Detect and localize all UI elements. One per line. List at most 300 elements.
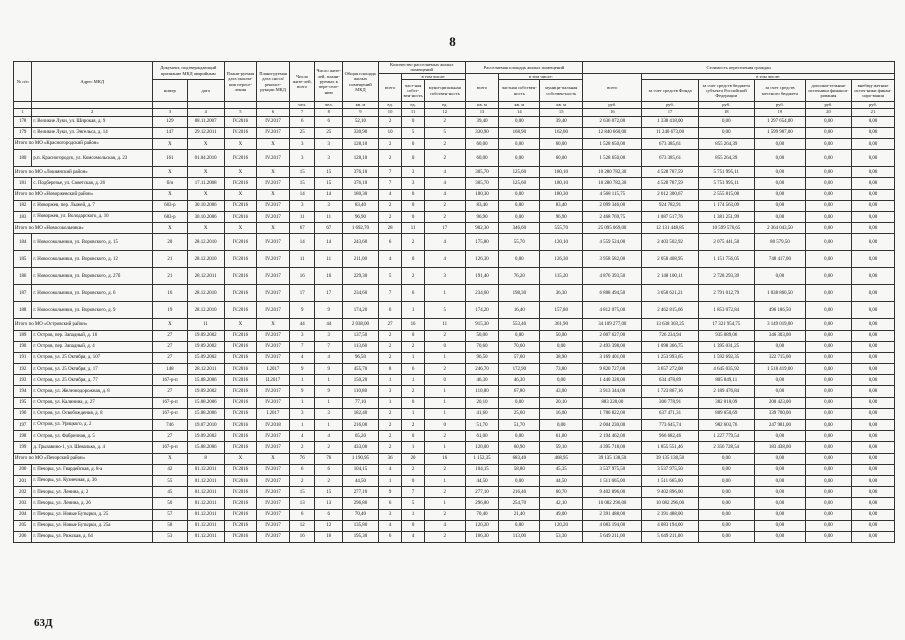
table-cell: 53,30 bbox=[540, 531, 583, 542]
address-cell: г. Печоры, ул. Ленина, д. 2 bbox=[32, 487, 153, 498]
table-row bbox=[14, 420, 895, 431]
table-cell: 4 083 194,00 bbox=[583, 520, 642, 531]
table-row bbox=[14, 509, 895, 520]
table-cell: 4 083 194,00 bbox=[642, 520, 698, 531]
table-cell: 2 bbox=[402, 464, 424, 475]
table-cell: 855 264,39 bbox=[698, 150, 754, 167]
table-cell: 01.12.2011 bbox=[187, 531, 224, 542]
table-cell: 0,00 bbox=[698, 464, 754, 475]
table-cell: IV.2017 bbox=[257, 397, 290, 408]
table-cell: 148 bbox=[152, 364, 187, 375]
column-number-cell: 3 bbox=[152, 108, 187, 116]
table-cell: 0 bbox=[402, 431, 424, 442]
table-cell: 76,20 bbox=[499, 268, 540, 285]
table-cell: 496 186,50 bbox=[754, 302, 805, 319]
table-cell: 1 bbox=[402, 352, 424, 363]
table-cell: 25 095 069,00 bbox=[583, 223, 642, 234]
table-cell: 0,00 bbox=[698, 487, 754, 498]
table-cell: 0,00 bbox=[851, 420, 894, 431]
table-cell: 2 356 728,54 bbox=[698, 442, 754, 453]
table-cell: 120,20 bbox=[540, 520, 583, 531]
table-cell: 3 bbox=[315, 139, 343, 150]
header-cost-local: за счет средств местного бюджета bbox=[754, 80, 805, 102]
table-cell: 683,40 bbox=[499, 453, 540, 464]
table-cell: 6 bbox=[289, 464, 315, 475]
table-cell: 0,00 bbox=[851, 116, 894, 127]
table-row bbox=[14, 498, 895, 509]
table-cell: 25 bbox=[315, 127, 343, 138]
column-number-cell: 10 bbox=[378, 108, 402, 116]
unit-cell: чел. bbox=[289, 102, 315, 108]
column-number-cell: 1 bbox=[14, 108, 32, 116]
table-cell: 104,15 bbox=[343, 464, 379, 475]
table-cell: 1 bbox=[424, 408, 465, 419]
table-cell: 0,00 bbox=[698, 127, 754, 138]
table-cell: 300 778,91 bbox=[642, 397, 698, 408]
table-cell: 15.09.2002 bbox=[187, 352, 224, 363]
table-cell: 3 149 019,00 bbox=[754, 319, 805, 330]
table-cell: 2 bbox=[378, 150, 402, 167]
table-cell: 6 bbox=[289, 116, 315, 127]
address-cell: г. Остров, пер. Западный, д. 4 bbox=[32, 341, 153, 352]
header-address: Адрес МКД bbox=[32, 62, 153, 102]
table-cell: 16,40 bbox=[499, 302, 540, 319]
table-cell: 115,20 bbox=[540, 268, 583, 285]
table-cell: 180,10 bbox=[540, 167, 583, 178]
table-cell: 4 bbox=[315, 431, 343, 442]
table-cell: 0,00 bbox=[540, 341, 583, 352]
table-cell: 20 bbox=[402, 453, 424, 464]
table-cell: 2 bbox=[424, 431, 465, 442]
table-cell: 2 bbox=[378, 420, 402, 431]
address-cell: г. Новоржев, пер. Лыжей, д. 7 bbox=[32, 200, 153, 211]
header-n: № п/п bbox=[14, 62, 32, 102]
table-cell: 935 089,06 bbox=[698, 330, 754, 341]
table-cell: 2 bbox=[402, 268, 424, 285]
table-cell: 150,20 bbox=[343, 375, 379, 386]
row-number-cell: 198 bbox=[14, 431, 32, 442]
table-cell: 0 bbox=[402, 150, 424, 167]
table-cell: 10 082 296,00 bbox=[583, 498, 642, 509]
table-cell: 15.08.2006 bbox=[187, 442, 224, 453]
table-cell: 42 bbox=[152, 464, 187, 475]
table-cell: 44,50 bbox=[540, 475, 583, 486]
table-cell: 110,80 bbox=[343, 386, 379, 397]
table-cell: 50,00 bbox=[465, 330, 499, 341]
table-cell: 0,00 bbox=[754, 139, 805, 150]
table-cell: 683-р bbox=[152, 211, 187, 222]
table-cell: 3 bbox=[289, 330, 315, 341]
table-cell: 12 bbox=[289, 520, 315, 531]
table-cell: 2 bbox=[378, 442, 402, 453]
table-cell: 0,00 bbox=[754, 341, 805, 352]
header-cost-group: Стоимость переселения граждан bbox=[583, 62, 895, 74]
address-cell: г. Новосокольники, ул. Воровского, д. 27б bbox=[32, 268, 153, 285]
table-cell: 1 bbox=[289, 420, 315, 431]
header-count-incl: в том числе: bbox=[402, 73, 465, 79]
table-cell: IV.2017 bbox=[257, 531, 290, 542]
table-cell: 0 bbox=[424, 341, 465, 352]
table-cell: IV.2016 bbox=[224, 431, 257, 442]
column-number-cell: 17 bbox=[642, 108, 698, 116]
address-cell: г. Остров, ул. Калинина, д. 27 bbox=[32, 397, 153, 408]
table-cell: 746 bbox=[152, 420, 187, 431]
table-cell: 0,00 bbox=[805, 442, 851, 453]
table-cell: 11 bbox=[402, 223, 424, 234]
header-cost-fund: за счет средств Фонда bbox=[642, 80, 698, 102]
table-cell: 60,00 bbox=[465, 139, 499, 150]
header-doc-num: номер bbox=[152, 80, 187, 102]
table-cell: IV.2017 bbox=[257, 251, 290, 268]
table-cell: 28.12.2010 bbox=[187, 234, 224, 251]
table-cell: 2 038,00 bbox=[343, 319, 379, 330]
table-cell: 180,30 bbox=[465, 189, 499, 200]
table-cell: 1 528 650,00 bbox=[583, 139, 642, 150]
table-cell: 3 bbox=[315, 200, 343, 211]
table-cell: 20,10 bbox=[540, 397, 583, 408]
table-cell: IV.2016 bbox=[224, 364, 257, 375]
table-cell: IV.2016 bbox=[224, 531, 257, 542]
column-number-cell: 16 bbox=[583, 108, 642, 116]
table-cell: IV.2017 bbox=[257, 285, 290, 302]
header-area-total: всего bbox=[465, 73, 499, 101]
table-cell: 376,10 bbox=[343, 178, 379, 189]
table-cell: 0,00 bbox=[698, 509, 754, 520]
table-cell: 1 bbox=[424, 442, 465, 453]
table-cell: 27 bbox=[378, 319, 402, 330]
table-cell: 2 bbox=[378, 408, 402, 419]
table-cell: 2 004 230,00 bbox=[583, 420, 642, 431]
table-row bbox=[14, 520, 895, 531]
table-cell: 0,00 bbox=[499, 150, 540, 167]
table-cell: 19.09.2002 bbox=[187, 386, 224, 397]
row-number-cell: 190 bbox=[14, 341, 32, 352]
table-cell: 191,40 bbox=[465, 268, 499, 285]
table-cell: 1 bbox=[402, 408, 424, 419]
row-number-cell: 185 bbox=[14, 251, 32, 268]
table-cell: 0,00 bbox=[851, 509, 894, 520]
header-cost-extra: дополни-тельные источники финанси-рования bbox=[805, 80, 851, 102]
row-number-cell: 204 bbox=[14, 509, 32, 520]
table-cell: 15.08.2006 bbox=[187, 408, 224, 419]
table-cell: 83,40 bbox=[540, 200, 583, 211]
unit-cell: руб. bbox=[698, 102, 754, 108]
table-cell: 1 338 418,00 bbox=[642, 116, 698, 127]
table-cell: IV.2016 bbox=[224, 509, 257, 520]
table-cell: 0 bbox=[402, 139, 424, 150]
table-cell: 10 280 782,30 bbox=[583, 178, 642, 189]
table-cell: X bbox=[257, 319, 290, 330]
table-cell: IV.2016 bbox=[224, 352, 257, 363]
table-cell: 96,90 bbox=[540, 211, 583, 222]
table-cell: 168,90 bbox=[499, 127, 540, 138]
table-cell: 9 820 727,00 bbox=[583, 364, 642, 375]
table-cell: 3 913 344,00 bbox=[583, 386, 642, 397]
table-cell: 4 bbox=[424, 520, 465, 531]
table-cell: 4 528 787,59 bbox=[642, 167, 698, 178]
table-cell: 3 bbox=[289, 408, 315, 419]
table-cell: 44 bbox=[315, 319, 343, 330]
address-cell: г. Новосокольники, ул. Воровского, д. 12 bbox=[32, 251, 153, 268]
table-cell: IV.2016 bbox=[224, 442, 257, 453]
table-cell: 3 bbox=[289, 139, 315, 150]
table-cell: 0 bbox=[402, 520, 424, 531]
table-cell: 234,60 bbox=[343, 285, 379, 302]
table-cell: 0,00 bbox=[499, 251, 540, 268]
table-cell: 683-р bbox=[152, 200, 187, 211]
table-cell: 2 468 769,75 bbox=[583, 211, 642, 222]
table-cell: IV.2016 bbox=[224, 520, 257, 531]
table-cell: 4 bbox=[424, 167, 465, 178]
row-number-cell: 196 bbox=[14, 408, 32, 419]
table-cell: 773 645,74 bbox=[642, 420, 698, 431]
address-cell: г. Новосокольники, ул. Воровского, д. 6 bbox=[32, 285, 153, 302]
table-cell: 70,40 bbox=[343, 509, 379, 520]
table-cell: 0,00 bbox=[851, 375, 894, 386]
table-cell: I.2017 bbox=[257, 408, 290, 419]
table-cell: 6 bbox=[315, 464, 343, 475]
table-cell: 57,60 bbox=[499, 352, 540, 363]
table-cell: 6 bbox=[315, 509, 343, 520]
table-cell: 8 bbox=[378, 364, 402, 375]
header-residents-planned: Число жите-лей, плани-руемых к пере-селе-нию bbox=[315, 62, 343, 102]
table-cell: 1 bbox=[402, 442, 424, 453]
table-cell: IV.2017 bbox=[257, 268, 290, 285]
table-row bbox=[14, 464, 895, 475]
table-cell: 183 438,00 bbox=[754, 442, 805, 453]
table-cell: X bbox=[224, 319, 257, 330]
table-cell: 296,80 bbox=[343, 498, 379, 509]
table-cell: 5 bbox=[424, 302, 465, 319]
table-cell: 174,20 bbox=[343, 302, 379, 319]
table-cell: 61,00 bbox=[465, 431, 499, 442]
table-cell: 0,00 bbox=[851, 341, 894, 352]
table-cell: 4 bbox=[378, 464, 402, 475]
table-cell: 0,00 bbox=[805, 487, 851, 498]
row-number-cell: 206 bbox=[14, 531, 32, 542]
unit-cell: ед. bbox=[402, 102, 424, 108]
table-cell: 58 bbox=[152, 520, 187, 531]
table-cell: 73,80 bbox=[540, 364, 583, 375]
table-cell: 0,00 bbox=[499, 475, 540, 486]
table-cell: 28 bbox=[378, 223, 402, 234]
table-cell: 376,10 bbox=[343, 167, 379, 178]
table-row bbox=[14, 150, 895, 167]
table-cell: 6 bbox=[402, 285, 424, 302]
table-row bbox=[14, 487, 895, 498]
table-cell: 0,00 bbox=[805, 475, 851, 486]
table-cell: 13 bbox=[289, 498, 315, 509]
table-cell: 1 853 072,84 bbox=[698, 302, 754, 319]
table-cell: 161 bbox=[152, 150, 187, 167]
table-cell: 0,00 bbox=[851, 520, 894, 531]
table-cell: 0,00 bbox=[805, 116, 851, 127]
table-cell: 9 bbox=[289, 302, 315, 319]
table-cell: 1 038 860,50 bbox=[754, 285, 805, 302]
table-cell: 0,00 bbox=[499, 211, 540, 222]
table-cell: 2 728 293,39 bbox=[698, 268, 754, 285]
table-cell: 25,60 bbox=[499, 408, 540, 419]
header-area-municipal: муници-пальная собствен-ность bbox=[540, 80, 583, 102]
table-cell: 4 bbox=[289, 431, 315, 442]
table-cell: 01.12.2011 bbox=[187, 520, 224, 531]
table-cell: 2 bbox=[424, 200, 465, 211]
table-cell: 50 bbox=[152, 498, 187, 509]
table-cell: 60,70 bbox=[540, 487, 583, 498]
address-cell: г. Новосокольники, ул. Воровского, д. 9 bbox=[32, 302, 153, 319]
column-number-cell: 14 bbox=[499, 108, 540, 116]
subtotal-row bbox=[14, 189, 895, 200]
table-cell: 6 bbox=[378, 234, 402, 251]
unit-cell: чел. bbox=[315, 102, 343, 108]
table-cell: 2 bbox=[424, 464, 465, 475]
table-cell: 247 981,00 bbox=[754, 420, 805, 431]
table-cell: 39 135 138,50 bbox=[642, 453, 698, 464]
header-doc: Документ, подтверждающий признание МКД аварийным bbox=[152, 62, 224, 80]
table-cell: 120,00 bbox=[465, 442, 499, 453]
table-cell: 0,00 bbox=[754, 178, 805, 189]
table-cell: X bbox=[257, 453, 290, 464]
table-cell: IV.2016 bbox=[224, 408, 257, 419]
table-cell: 726 234,94 bbox=[642, 330, 698, 341]
address-cell: г. Печоры, ул. Новые Бутырки, д. 25 bbox=[32, 509, 153, 520]
address-cell: г. Великие Луки, ул. Энгельса, д. 14 bbox=[32, 127, 153, 138]
table-row bbox=[14, 364, 895, 375]
table-cell: 195,30 bbox=[343, 531, 379, 542]
header-residents: Число жите-лей, всего bbox=[289, 62, 315, 102]
table-cell: 3 657 272,08 bbox=[642, 364, 698, 375]
table-cell: 16,00 bbox=[540, 408, 583, 419]
table-cell: 277,10 bbox=[465, 487, 499, 498]
table-cell: 5 649 211,00 bbox=[583, 531, 642, 542]
table-cell: 110,80 bbox=[465, 386, 499, 397]
table-cell: 0,00 bbox=[851, 302, 894, 319]
table-cell: IV.2016 bbox=[224, 498, 257, 509]
table-cell: 0,00 bbox=[754, 268, 805, 285]
table-cell: 50,00 bbox=[540, 330, 583, 341]
table-cell: 2 148 100,11 bbox=[642, 268, 698, 285]
table-cell: 2 bbox=[378, 116, 402, 127]
column-number-cell: 4 bbox=[187, 108, 224, 116]
address-cell: г. Остров, ул. Освобождения, д. 8 bbox=[32, 408, 153, 419]
table-cell: 19.09.2002 bbox=[187, 341, 224, 352]
table-cell: 0,00 bbox=[805, 200, 851, 211]
table-cell: 96,90 bbox=[343, 211, 379, 222]
header-cost-region: за счет средств бюджета субъекта Российской Федерации bbox=[698, 80, 754, 102]
table-cell: 555,70 bbox=[540, 223, 583, 234]
table-cell: 2 bbox=[315, 475, 343, 486]
table-cell: 2 bbox=[424, 509, 465, 520]
table-cell: 2 194 462,00 bbox=[583, 431, 642, 442]
table-cell: 0,00 bbox=[499, 431, 540, 442]
table-cell: IV.2016 bbox=[224, 127, 257, 138]
table-cell: 180,30 bbox=[343, 189, 379, 200]
table-cell: 28.12.2010 bbox=[187, 251, 224, 268]
table-cell: 0,00 bbox=[805, 189, 851, 200]
table-cell: 1 855 551,46 bbox=[642, 442, 698, 453]
table-cell: 0,00 bbox=[851, 442, 894, 453]
table-cell: IV.2016 bbox=[224, 150, 257, 167]
table-cell: 39,40 bbox=[540, 116, 583, 127]
table-row bbox=[14, 531, 895, 542]
table-cell: 4 bbox=[402, 531, 424, 542]
table-cell: IV.2017 bbox=[257, 234, 290, 251]
table-cell: X bbox=[152, 223, 187, 234]
table-cell: 0,00 bbox=[851, 453, 894, 464]
table-cell: 0,00 bbox=[754, 498, 805, 509]
table-cell: 2 493 398,00 bbox=[583, 341, 642, 352]
header-area-incl: в том числе: bbox=[499, 73, 583, 79]
table-cell: 17 bbox=[424, 223, 465, 234]
address-cell: г. Остров, ул. 25 Октября, д. 17 bbox=[32, 364, 153, 375]
table-cell: IV.2017 bbox=[257, 442, 290, 453]
table-cell: 3 537 975,50 bbox=[642, 464, 698, 475]
table-cell: 2 bbox=[378, 200, 402, 211]
table-cell: 0,00 bbox=[698, 498, 754, 509]
table-cell: 1 190,95 bbox=[343, 453, 379, 464]
table-cell: 59,10 bbox=[540, 442, 583, 453]
table-cell: 0,00 bbox=[851, 498, 894, 509]
table-cell: 0,00 bbox=[805, 375, 851, 386]
table-cell: 4 bbox=[378, 189, 402, 200]
table-cell: 01.12.2011 bbox=[187, 509, 224, 520]
table-cell: 305,70 bbox=[465, 178, 499, 189]
table-cell: 0,00 bbox=[754, 211, 805, 222]
table-cell: IV.2016 bbox=[224, 341, 257, 352]
column-number-cell: 20 bbox=[805, 108, 851, 116]
table-cell: 216,40 bbox=[499, 487, 540, 498]
table-cell: 0,00 bbox=[754, 475, 805, 486]
table-cell: IV.2016 bbox=[224, 200, 257, 211]
table-cell: 468,95 bbox=[540, 453, 583, 464]
header-own-municipal: муни-ципальная собствен-ность bbox=[424, 80, 465, 102]
table-cell: 96,50 bbox=[465, 352, 499, 363]
table-cell: IV.2017 bbox=[257, 116, 290, 127]
table-cell: 60,00 bbox=[540, 139, 583, 150]
table-cell: 6 bbox=[289, 509, 315, 520]
table-cell: 0,00 bbox=[805, 520, 851, 531]
table-cell: 6 bbox=[378, 498, 402, 509]
header-area-group: Расселяемая площадь жилых помещений bbox=[465, 62, 583, 74]
table-cell: 924 782,91 bbox=[642, 200, 698, 211]
table-cell: 1 151 756,05 bbox=[698, 251, 754, 268]
table-cell: 16 bbox=[315, 531, 343, 542]
table-cell: 2 bbox=[424, 330, 465, 341]
unit-cell: ед. bbox=[378, 102, 402, 108]
table-cell: 11 bbox=[424, 319, 465, 330]
column-number-cell: 9 bbox=[343, 108, 379, 116]
table-cell: 0,00 bbox=[754, 453, 805, 464]
table-cell: 3 bbox=[289, 200, 315, 211]
table-cell: 27 bbox=[152, 431, 187, 442]
table-cell: 17.11.2008 bbox=[187, 178, 224, 189]
table-cell: 41,60 bbox=[465, 408, 499, 419]
table-cell: 0,00 bbox=[805, 330, 851, 341]
table-cell: 1 bbox=[378, 375, 402, 386]
table-cell: 76 bbox=[289, 453, 315, 464]
table-cell: 45 bbox=[152, 487, 187, 498]
table-cell: 180,30 bbox=[540, 189, 583, 200]
table-cell: 673 385,61 bbox=[642, 139, 698, 150]
table-cell: 0,00 bbox=[851, 408, 894, 419]
table-cell: 8 bbox=[187, 453, 224, 464]
subtotal-row bbox=[14, 167, 895, 178]
row-number-cell: 188 bbox=[14, 302, 32, 319]
table-cell: 246,70 bbox=[465, 364, 499, 375]
table-cell: 104,15 bbox=[465, 464, 499, 475]
table-cell: 0,00 bbox=[754, 487, 805, 498]
table-cell: 216,00 bbox=[343, 420, 379, 431]
